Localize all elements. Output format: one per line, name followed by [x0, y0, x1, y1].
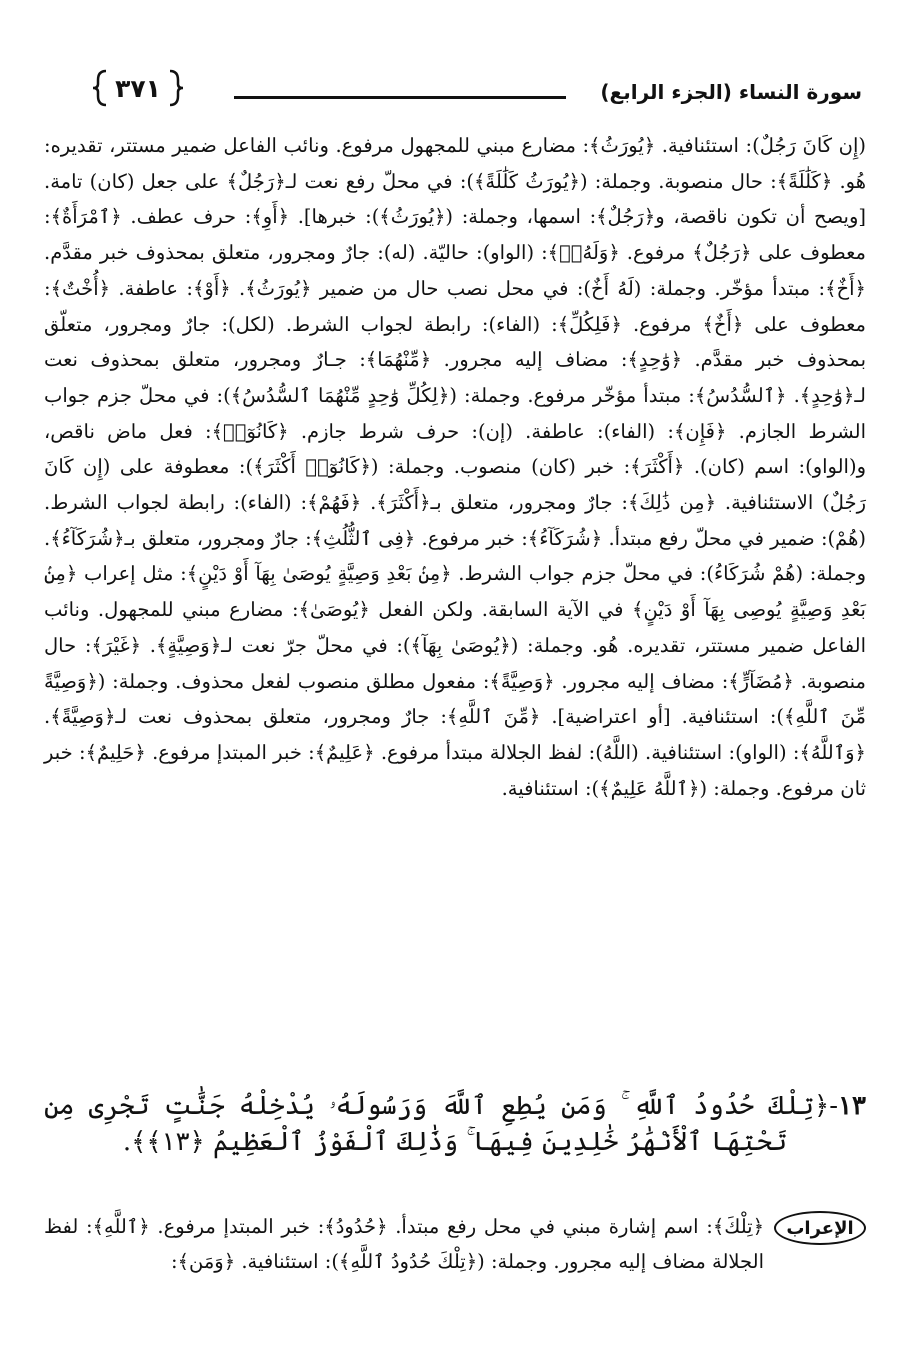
commentary-paragraph: (إِن كَانَ رَجُلٌ): استئنافية. ﴿يُورَثُ﴾: مضارع مبني للمجهول مرفوع. ونائب الفاعل ضمير مستتر، تقديره: هُو. ﴿كَلَٰلَةً﴾: حال منصوبة. وجملة: (﴿يُورَثُ كَلَٰلَةً﴾): في محلّ رفع نعت لـ﴿رَجُلٌ﴾ على جعل (كان) تامة. [ويصح أن تكون ناقصة، و﴿رَجُلٌ﴾: اسمها، وجملة: (﴿يُورَثُ﴾): خبرها]. ﴿أَوِ﴾: حرف عطف. ﴿ٱمْرَأَةٌ﴾: معطوف على ﴿رَجُلٌ﴾ مرفوع. ﴿وَلَهُۥٓ﴾: (الواو): حاليّة. (له): جارٌ ومجرور، متعلق بمحذوف خبر مقدَّم. ﴿أَخٌ﴾: مبتدأ مؤخّر. وجملة: (لَهُ أَخٌ): في محل نصب حال من ضمير ﴿يُورَثُ﴾. ﴿أَوْ﴾: عاطفة. ﴿أُخْتٌ﴾: معطوف على ﴿أَخٌ﴾ مرفوع. ﴿فَلِكُلِّ﴾: (الفاء): رابطة لجواب الشرط. (لكل): جارٌ ومجرور، متعلّق بمحذوف خبر مقدَّم. ﴿وَٰحِدٍ﴾: مضاف إليه مجرور. ﴿مِّنْهُمَا﴾: جـارٌ ومجرور، متعلق بمحذوف نعت لـ﴿وَٰحِدٍ﴾. ﴿ٱلسُّدُسُ﴾: مبتدأ مؤخّر مرفوع. وجملة: (﴿لِكُلِّ وَٰحِدٍ مِّنْهُمَا ٱلسُّدُسُ﴾): في محلّ جزم جواب الشرط الجازم. ﴿فَإِن﴾: (الفاء): عاطفة. (إن): حرف شرط جازم. ﴿كَانُوٓا۟﴾: فعل ماض ناقص، و(الواو): اسم (كان). ﴿أَكْثَرَ﴾: خبر (كان) منصوب. وجملة: (﴿كَانُوٓا۟ أَكْثَرَ﴾): معطوفة على (إِن كَانَ رَجُلٌ) الاستئنافية. ﴿مِن ذَٰلِكَ﴾: جارٌ ومجرور، متعلق بـ﴿أَكْثَرَ﴾. ﴿فَهُمْ﴾: (الفاء): رابطة لجواب الشرط. (هُمْ): ضمير في محلّ رفع مبتدأ. ﴿شُرَكَآءُ﴾: خبر مرفوع. ﴿فِى ٱلثُّلُثِ﴾: جارٌ ومجرور، متعلق بـ﴿شُرَكَآءُ﴾. وجملة: (هُمْ شُرَكَاءُ): في محلّ جزم جواب الشرط. ﴿مِنۢ بَعْدِ وَصِيَّةٍ يُوصَىٰ بِهَآ أَوْ دَيْنٍ﴾: مثل إعراب ﴿مِنۢ بَعْدِ وَصِيَّةٍ يُوصِى بِهَآ أَوْ دَيْنٍ﴾ في الآية السابقة. ولكن الفعل ﴿يُوصَىٰ﴾: مضارع مبني للمجهول. ونائب الفاعل ضمير مستتر، تقديره. هُو. وجملة: (﴿يُوصَىٰ بِهَآ﴾): في محلّ جرّ نعت لـ﴿وَصِيَّةٍ﴾. ﴿غَيْرَ﴾: حال منصوبة. ﴿مُضَآرٍّ﴾: مضاف إليه مجرور. ﴿وَصِيَّةً﴾: مفعول مطلق منصوب لفعل محذوف. وجملة: (﴿وَصِيَّةً مِّنَ ٱللَّهِ﴾): استئنافية. [أو اعتراضية]. ﴿مِّنَ ٱللَّهِ﴾: جارٌ ومجرور، متعلق بمحذوف نعت لـ﴿وَصِيَّةً﴾. ﴿وَٱللَّهُ﴾: (الواو): استئنافية. (اللَّهُ): لفظ الجلالة مبتدأ مرفوع. ﴿عَلِيمٌ﴾: خبر المبتدإ مرفوع. ﴿حَلِيمٌ﴾: خبر ثان مرفوع. وجملة: (﴿ٱللَّهُ عَلِيمٌ﴾): استئنافية.	[44, 134, 866, 800]
verse-text: -﴿تِلْكَ حُدُودُ ٱللَّهِ ۚ وَمَن يُطِعِ ٱللَّهَ وَرَسُولَهُۥ يُدْخِلْهُ جَنَّٰتٍ تَجْرِى مِن تَحْتِهَا ٱلْأَنْهَٰرُ خَٰلِدِينَ فِيهَا ۚ وَذَٰلِكَ ٱلْفَوْزُ ٱلْعَظِيمُ ﴿١٣﴾﴾.	[44, 1091, 839, 1157]
surah-title: سورة النساء (الجزء الرابع)	[600, 80, 862, 104]
commentary-text	[44, 128, 866, 806]
verse-number: ١٣	[838, 1091, 866, 1121]
header-rule	[234, 96, 566, 99]
irab-section	[44, 1209, 866, 1279]
quran-verse	[44, 1088, 866, 1160]
page-header	[92, 62, 862, 118]
page-number: ٣٧١	[115, 73, 161, 103]
irab-text: ﴿تِلْكَ﴾: اسم إشارة مبني في محل رفع مبتدأ. ﴿حُدُودُ﴾: خبر المبتدإ مرفوع. ﴿ٱللَّهِ﴾: لفظ الجلالة مضاف إليه مجرور. وجملة: (﴿تِلْكَ حُدُودُ ٱللَّهِ﴾): استئنافية. ﴿وَمَن﴾:	[44, 1215, 764, 1273]
irab-label: الإعراب	[774, 1211, 866, 1245]
page-number-frame	[92, 68, 184, 108]
